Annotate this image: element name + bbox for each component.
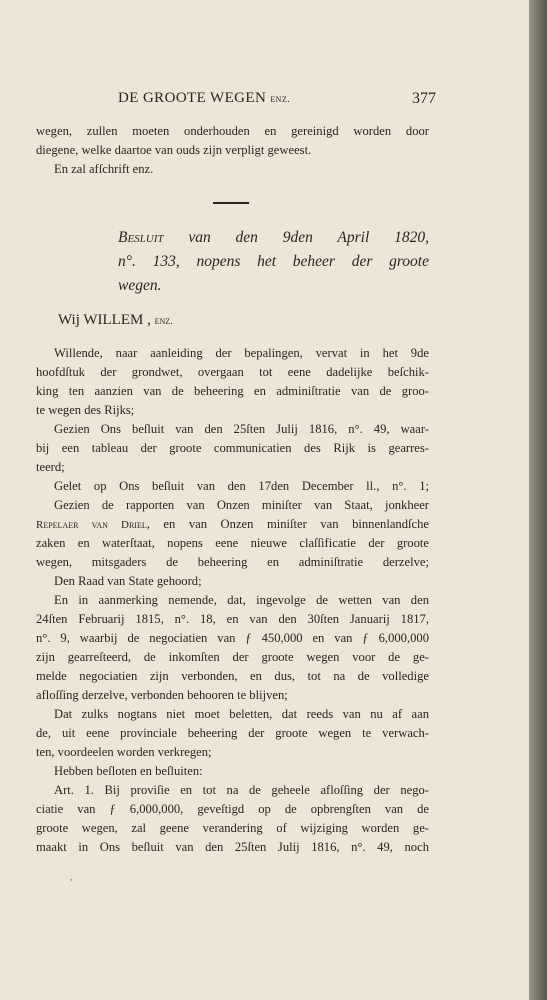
text-line: Repelaer van Driel, en van Onzen miniſter van binnenlandſche: [36, 517, 429, 531]
text-line: groote wegen, zal geene verandering of wijziging worden ge-: [36, 821, 429, 835]
decree-title-line-1: Besluit van den 9den April 1820,: [118, 229, 429, 246]
text-line: te wegen des Rijks;: [36, 403, 135, 417]
text-line: Gezien de rapporten van Onzen miniſter van Staat, jonkheer: [54, 498, 429, 512]
decree-title-line-3: wegen.: [118, 277, 162, 294]
text-line: zaken en waterſtaat, nopens eene nieuwe claſſificatie der groote: [36, 536, 429, 550]
intro-line: wegen, zullen moeten onderhouden en gereinigd worden door: [36, 124, 429, 138]
intro-line: diegene, welke daartoe van ouds zijn verpligt geweest.: [36, 143, 312, 157]
text-line: 24ſten Februarij 1815, n°. 18, en van den 30ſten Januarij 1817,: [36, 612, 429, 626]
text-line: teerd;: [36, 460, 65, 474]
decree-body: [36, 344, 429, 857]
person-name: Repelaer van Driel: [36, 519, 147, 531]
decree-title-line-2: n°. 133, nopens het beheer der groote: [118, 253, 429, 270]
intro-text: [36, 122, 429, 160]
text-line: Art. 1. Bij proviſie en tot na de geheele afloſſing der nego-: [54, 783, 429, 797]
running-header-suffix: enz.: [270, 93, 291, 105]
text-line: ciatie van ƒ 6,000,000, geveſtigd op de opbrengſten van de: [36, 802, 429, 816]
text-line: hoofdſtuk der grondwet, overgaan tot eene dadelijke beſchik-: [36, 365, 429, 379]
text-line: Dat zulks nogtans niet moet beletten, dat reeds van nu af aan: [54, 707, 429, 721]
text-line: Hebben beſloten en beſluiten:: [54, 764, 203, 778]
text-line: maakt in Ons beſluit van den 25ſten Julij 1816, n°. 49, noch: [36, 840, 429, 854]
section-divider: [213, 202, 249, 204]
page-speck: ,: [70, 872, 73, 882]
salutation: Wij WILLEM , enz.: [58, 312, 173, 328]
text-line: Willende, naar aanleiding der bepalingen, vervat in het 9de: [54, 346, 429, 360]
text-line: afloſſing derzelve, verbonden behooren te blijven;: [36, 688, 288, 702]
text-line: ten, voordeelen worden verkregen;: [36, 745, 212, 759]
running-header: [118, 90, 436, 112]
text-line: melde negociatien zijn verbonden, en dus, tot na de volledige: [36, 669, 429, 683]
text-line: En in aanmerking nemende, dat, ingevolge de wetten van den: [54, 593, 429, 607]
running-header-title: DE GROOTE WEGEN enz.: [118, 90, 291, 106]
text-line: zijn gearreſteerd, de inkomſten der groote wegen voor de ge-: [36, 650, 429, 664]
closing-line: En zal afſchrift enz.: [54, 162, 154, 176]
text-line: king ten aanzien van de beheering en adminiſtratie van de groo-: [36, 384, 429, 398]
page-number: 377: [412, 90, 436, 107]
text-line: wegen, mitsgaders de beheering en adminiſtratie derzelve;: [36, 555, 429, 569]
text-line: Den Raad van State gehoord;: [54, 574, 202, 588]
text-line: n°. 9, waarbij de negociatien van ƒ 450,000 en van ƒ 6,000,000: [36, 631, 429, 645]
text-line: bij een tableau der groote communicatien des Rijk is gearres-: [36, 441, 429, 455]
decree-title: [118, 226, 429, 298]
text-line: Gelet op Ons beſluit van den 17den December ll., n°. 1;: [54, 479, 429, 493]
page-edge-shadow: [529, 0, 547, 1000]
text-line: de, uit eene provinciale beheering der groote wegen te verwach-: [36, 726, 429, 740]
text-line: Gezien Ons beſluit van den 25ſten Julij 1816, n°. 49, waar-: [54, 422, 429, 436]
